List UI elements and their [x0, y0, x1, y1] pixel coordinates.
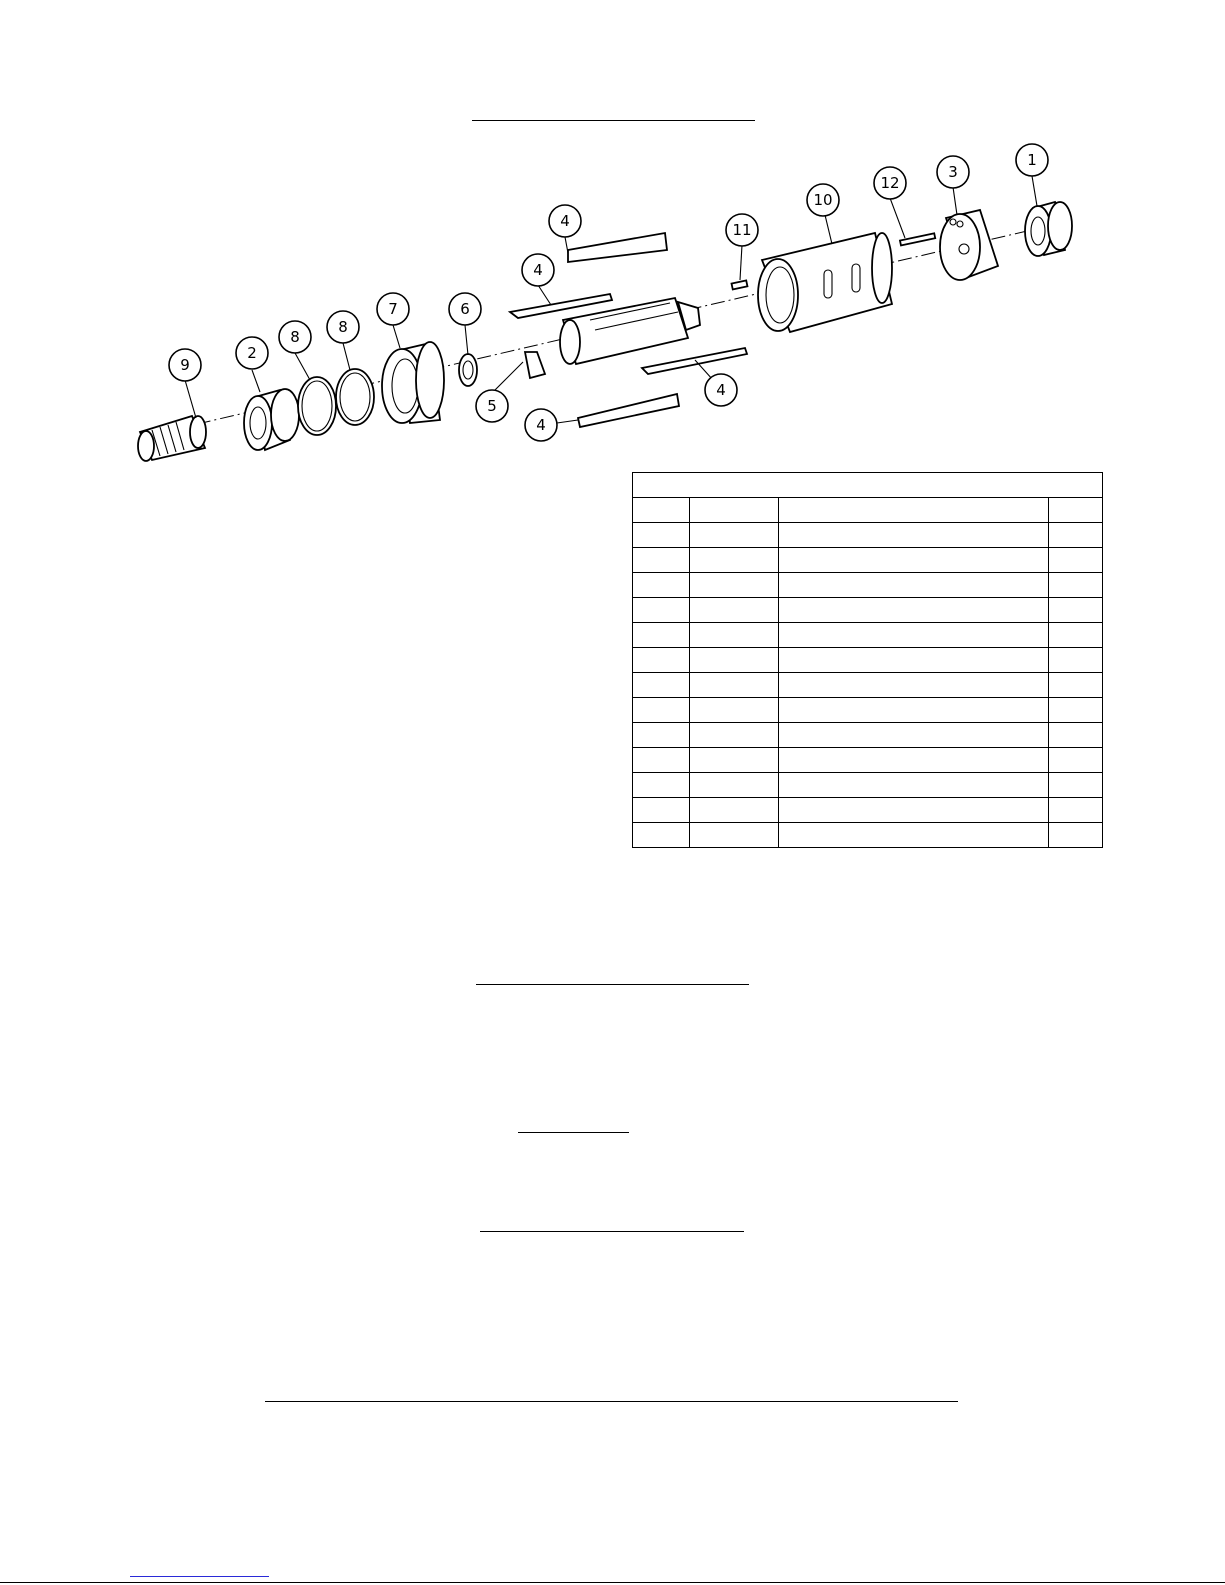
svg-text:5: 5 [487, 397, 497, 415]
part-4-vane-d [578, 394, 679, 427]
callout-3 [937, 156, 969, 188]
callout-7 [377, 293, 409, 325]
callout-4-d [525, 409, 557, 441]
heading-rule-section-3 [518, 1132, 629, 1133]
svg-text:3: 3 [948, 163, 958, 181]
callout-5 [476, 390, 508, 422]
table-row [633, 723, 1103, 748]
part-3-end-plate [940, 210, 998, 280]
callout-10 [807, 184, 839, 216]
svg-text:8: 8 [338, 318, 348, 336]
table-row [633, 673, 1103, 698]
callout-4-a [549, 205, 581, 237]
svg-text:6: 6 [460, 300, 470, 318]
table-row [633, 698, 1103, 723]
heading-rule-section-2 [476, 984, 749, 985]
part-4-vane-c [642, 348, 747, 374]
callout-6 [449, 293, 481, 325]
callout-11 [726, 214, 758, 246]
svg-text:8: 8 [290, 328, 300, 346]
footer-link-underline[interactable] [130, 1576, 269, 1577]
table-row [633, 773, 1103, 798]
table-row [633, 573, 1103, 598]
part-7-end-plate [382, 342, 444, 423]
svg-text:2: 2 [247, 344, 257, 362]
svg-text:4: 4 [536, 416, 546, 434]
table-row [633, 648, 1103, 673]
part-1-bearing [1025, 202, 1072, 256]
footer-rule [265, 1401, 958, 1402]
svg-text:1: 1 [1027, 151, 1037, 169]
part-4-vane-a [568, 233, 667, 262]
parts-list-table [632, 472, 1103, 848]
table-title-row [633, 473, 1103, 498]
part-12-pin [900, 233, 935, 245]
table-row [633, 623, 1103, 648]
heading-rule-section-4 [480, 1231, 744, 1232]
page-bottom-line [0, 1582, 1225, 1583]
table-header-row [633, 498, 1103, 523]
svg-text:9: 9 [180, 356, 190, 374]
part-6-small-bearing [459, 354, 477, 386]
callout-9 [169, 349, 201, 381]
callout-4-b [522, 254, 554, 286]
part-2-bearing [244, 389, 299, 450]
svg-text:12: 12 [880, 174, 900, 192]
table-row [633, 523, 1103, 548]
part-9-splined-hub [138, 416, 206, 461]
part-8-shim-a [298, 377, 336, 435]
table-row [633, 548, 1103, 573]
callout-8-b [327, 311, 359, 343]
callout-1 [1016, 144, 1048, 176]
svg-text:4: 4 [560, 212, 570, 230]
part-8-shim-b [336, 369, 374, 425]
table-row [633, 598, 1103, 623]
heading-rule-top [472, 120, 755, 121]
table-row [633, 798, 1103, 823]
svg-text:4: 4 [533, 261, 543, 279]
svg-text:11: 11 [732, 221, 752, 239]
table-row [633, 823, 1103, 848]
svg-text:7: 7 [388, 300, 398, 318]
table-row [633, 748, 1103, 773]
svg-text:4: 4 [716, 381, 726, 399]
svg-text:10: 10 [813, 191, 833, 209]
callout-12 [874, 167, 906, 199]
exploded-parts-diagram [130, 140, 1075, 470]
callout-8-a [279, 321, 311, 353]
part-10-cylinder [758, 233, 892, 332]
callout-2 [236, 337, 268, 369]
callout-4-c [705, 374, 737, 406]
part-11-pin [732, 280, 748, 289]
